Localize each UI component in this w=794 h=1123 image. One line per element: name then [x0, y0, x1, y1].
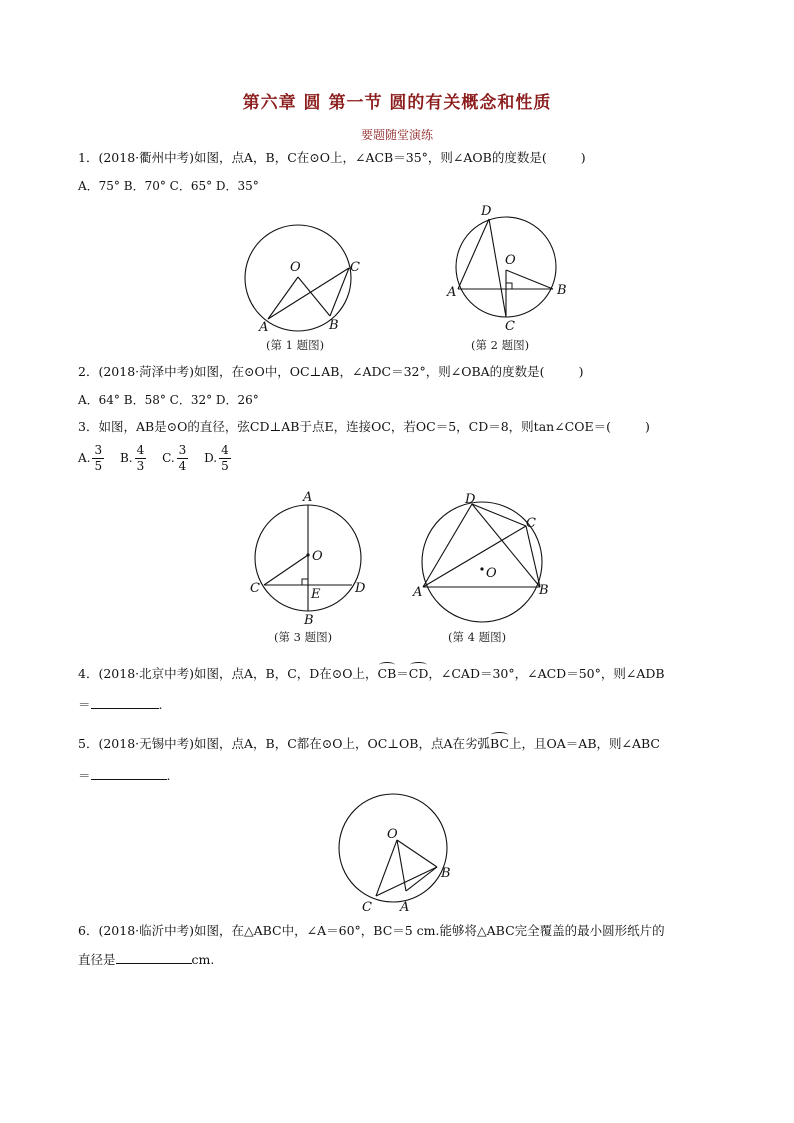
question-6: [78, 922, 665, 940]
question-3-close: ): [645, 419, 650, 434]
figure-5-label-C: C: [362, 900, 372, 915]
question-1: [78, 149, 586, 167]
question-6-line-2: [78, 951, 214, 969]
figure-2-label-C: C: [505, 319, 515, 334]
question-4-part2: ，∠CAD＝30°，∠ACD＝50°，则∠ADB: [428, 666, 665, 681]
figure-2-label-O: O: [505, 253, 516, 268]
figure-5: [335, 790, 465, 920]
figure-3-label-E: E: [311, 587, 321, 602]
option-b-fraction: $\frac{4}{3}$: [136, 443, 145, 473]
option-d-fraction: $\frac{4}{5}$: [221, 443, 229, 473]
question-2-options: A．64° B．58° C．32° D．26°: [78, 393, 259, 407]
figure-1-label-C: C: [350, 260, 360, 275]
question-4-end: .: [158, 697, 163, 712]
question-5-line-2: [78, 767, 171, 785]
figure-3-caption: (第 3 题图): [274, 630, 333, 644]
option-a-label: A.: [78, 451, 91, 465]
figure-4-label-B: B: [539, 583, 549, 598]
figure-4-label-O: O: [486, 566, 497, 581]
figure-5-segment-OB: [397, 840, 437, 867]
figure-2-label-B: B: [557, 283, 567, 298]
figure-3-label-D: D: [355, 581, 366, 596]
figure-2-segment-OB: [506, 270, 553, 289]
figure-2-label-D: D: [481, 204, 492, 219]
option-c-fraction: $\frac{3}{4}$: [178, 443, 187, 473]
figure-4-label-A: A: [413, 585, 423, 600]
question-6-part1: (2018·临沂中考)如图，在△ABC中，∠A＝60°，BC＝5 cm.能够将△ABC完全覆盖的最小圆形纸片的: [98, 923, 665, 938]
question-4-part1: (2018·北京中考)如图，点A，B，C，D在⊙O上，: [98, 666, 378, 681]
figure-2-segment-DC: [489, 219, 506, 317]
option-b-label: B.: [119, 451, 133, 465]
question-3-stem: 如图，AB是⊙O的直径，弦CD⊥AB于点E，连接OC，若OC＝5，CD＝8，则tan∠COE＝(: [98, 419, 611, 434]
question-5-answer-blank[interactable]: [91, 767, 167, 780]
figure-3-right-angle: [302, 579, 308, 585]
question-1-close: ): [580, 150, 586, 165]
question-6-prefix: 直径是: [78, 952, 116, 967]
question-3: [78, 418, 650, 436]
page-title: 第六章 圆 第一节 圆的有关概念和性质: [242, 93, 552, 113]
figure-5-label-A: A: [400, 900, 410, 915]
figure-1-segment-BC: [330, 268, 349, 316]
figure-5-label-B: B: [441, 866, 451, 881]
question-4-eq: ＝: [396, 666, 409, 681]
figure-1-circle: [245, 225, 351, 331]
question-5-part2: 上，且OA＝AB，则∠ABC: [509, 736, 660, 751]
question-6-answer-blank[interactable]: [116, 951, 192, 964]
figure-1-label-O: O: [290, 260, 301, 275]
figure-1-caption: (第 1 题图): [266, 338, 325, 352]
figure-4-label-C: C: [526, 516, 536, 531]
figure-3-segment-OC: [264, 555, 308, 585]
question-5-number: 5．: [78, 736, 99, 751]
figure-4-label-D: D: [465, 492, 476, 507]
question-2-number: 2．: [78, 364, 99, 379]
question-3-number: 3．: [78, 419, 99, 434]
figure-4-segment-AD: [423, 504, 472, 587]
option-d-label: D.: [204, 451, 218, 465]
question-2-stem: (2018·菏泽中考)如图，在⊙O中，OC⊥AB，∠ADC＝32°，则∠OBA的度数是(: [98, 364, 545, 379]
question-4-answer-blank[interactable]: [91, 696, 159, 709]
arc-bc: BC: [490, 736, 510, 751]
question-5-end: .: [166, 768, 171, 783]
figure-4-segment-AC: [423, 526, 526, 587]
question-6-end: cm.: [191, 952, 215, 967]
figure-3-label-O: O: [312, 549, 323, 564]
figure-2-label-A: A: [447, 285, 457, 300]
figure-5-label-O: O: [387, 827, 398, 842]
figure-5-circle: [339, 794, 447, 902]
option-c-label: C.: [162, 451, 175, 465]
question-2-close: ): [578, 364, 584, 379]
figure-2-right-angle: [506, 283, 512, 289]
question-4-equals: ＝: [78, 697, 91, 712]
question-6-number: 6．: [78, 923, 99, 938]
question-1-number: 1．: [78, 150, 99, 165]
figure-4-center-dot: [480, 567, 483, 570]
arc-cd: CD: [408, 666, 429, 681]
option-a-fraction: $\frac{3}{5}$: [94, 443, 103, 473]
question-1-options: A．75° B．70° C．65° D．35°: [78, 179, 259, 193]
question-5-equals: ＝: [78, 768, 91, 783]
figure-4: [412, 494, 562, 624]
figure-2: [445, 203, 575, 338]
figure-1-segment-OA: [268, 277, 298, 319]
figure-3-center-dot: [306, 553, 309, 556]
figure-4-segment-DC: [472, 504, 526, 526]
question-4-line-2: [78, 696, 163, 714]
figure-4-circle: [422, 502, 542, 622]
figure-3-label-B: B: [304, 613, 314, 628]
question-4: [78, 665, 665, 683]
figure-3-label-A: A: [303, 490, 313, 505]
figure-2-caption: (第 2 题图): [471, 338, 530, 352]
question-3-options: [78, 443, 233, 474]
page-subtitle: 要题随堂演练: [360, 128, 433, 142]
arc-cb: CB: [377, 666, 397, 681]
figure-3-label-C: C: [250, 581, 260, 596]
question-4-number: 4．: [78, 666, 99, 681]
question-2: [78, 363, 583, 381]
figure-1: [240, 220, 370, 340]
figure-1-segment-AC: [268, 268, 349, 319]
figure-1-label-A: A: [259, 320, 269, 335]
question-5: [78, 735, 660, 753]
figure-4-caption: (第 4 题图): [448, 630, 507, 644]
figure-3: [245, 490, 375, 630]
figure-1-label-B: B: [329, 318, 339, 333]
question-1-stem: (2018·衢州中考)如图，点A，B，C在⊙O上，∠ACB＝35°，则∠AOB的度数是(: [98, 150, 547, 165]
question-5-part1: (2018·无锡中考)如图，点A，B，C都在⊙O上，OC⊥OB，点A在劣弧: [98, 736, 491, 751]
